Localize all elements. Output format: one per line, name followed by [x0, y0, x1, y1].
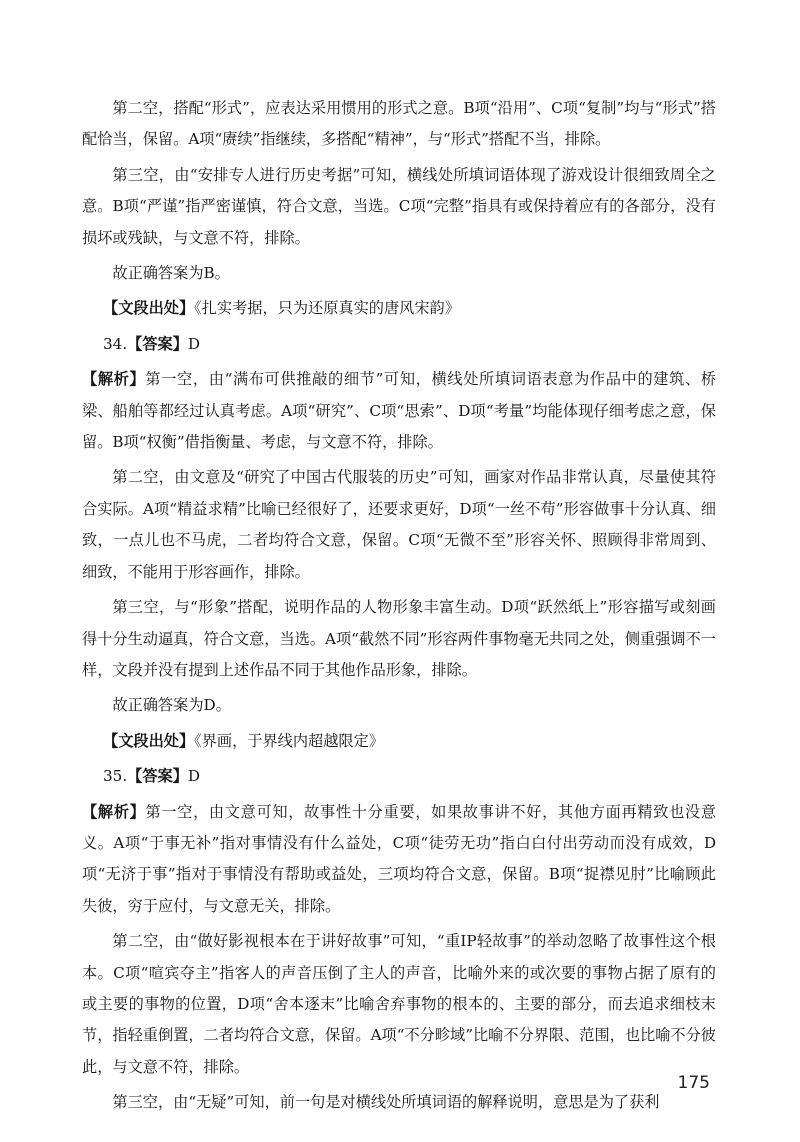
page-number: 175	[677, 1073, 710, 1093]
answer-value: D	[187, 767, 201, 786]
answer-heading	[82, 761, 716, 792]
analysis-text: 第一空，由文意可知，故事性十分重要，如果故事讲不好，其他方面再精致也没意义。A项“于事无补”指对事情没有什么益处，C项“徒劳无功”指白白付出劳动而没有成效，D项“无济于事”指对于事情没有帮助或益处，三项均符合文意，保留。B项“捉襟见肘”比喻顾此失彼，穷于应付，与文意无关，排除。	[82, 802, 717, 915]
paragraph: 第二空，由“做好影视根本在于讲好故事”可知，“重IP轻故事”的举动忽略了故事性这个根本。C项“喧宾夺主”指客人的声音压倒了主人的声音，比喻外来的或次要的事物占据了原有的或主要的事物的位置，D项“舍本逐末”比喻舍弃事物的根本的、主要的部分，而去追求细枝末节，指轻重倒置，二者均符合文意，保留。A项“不分畛域”比喻不分界限、范围，也比喻不分彼此，与文意不符，排除。	[82, 932, 716, 1076]
paragraph: 故正确答案为D。	[112, 696, 231, 715]
paragraph: 第二空，搭配“形式”，应表达采用惯用的形式之意。B项“沿用”、C项“复制”均与“形式”搭配恰当，保留。A项“赓续”指继续，多搭配“精神”，与“形式”搭配不当，排除。	[82, 99, 716, 149]
analysis-label: 【解析】	[82, 370, 146, 389]
source-citation	[82, 726, 716, 757]
paragraph: 第三空，与“形象”搭配，说明作品的人物形象丰富生动。D项“跃然纸上”形容描写或刻画得十分生动逼真，符合文意，当选。A项“截然不同”形容两件事物毫无共同之处，侧重强调不一样，文段并没有提到上述作品不同于其他作品形象，排除。	[82, 598, 716, 679]
paragraph: 故正确答案为B。	[112, 264, 230, 283]
analysis-text: 第一空，由“满布可供推敲的细节”可知，横线处所填词语表意为作品中的建筑、桥梁、船舶等都经过认真考虑。A项“研究”、C项“思索”、D项“考量”均能体现仔细考虑之意，保留。B项“权衡”借指衡量、考虑，与文意不符，排除。	[82, 370, 717, 452]
analysis-paragraph	[82, 797, 716, 923]
answer-heading	[82, 329, 716, 360]
analysis-paragraph	[82, 364, 716, 458]
source-citation	[82, 293, 716, 324]
source-title: 《界画，于界线内超越限定》	[194, 731, 384, 750]
answer-value: D	[187, 334, 201, 353]
answer-label: 【答案】	[127, 334, 188, 353]
question-number: 35.	[103, 767, 128, 786]
answer-label: 【答案】	[127, 767, 188, 786]
question-number: 34.	[103, 334, 128, 353]
paragraph: 第三空，由“安排专人进行历史考据”可知，横线处所填词语体现了游戏设计很细致周全之意。B项“严谨”指严密谨慎，符合文意，当选。C项“完整”指具有或保持着应有的各部分，没有损坏或残缺，与文意不符，排除。	[82, 165, 716, 247]
source-label: 【文段出处】	[103, 731, 195, 750]
paragraph: 第二空，由文意及“研究了中国古代服装的历史”可知，画家对作品非常认真，尽量使其符合实际。A项“精益求精”比喻已经很好了，还要求更好，D项“一丝不苟”形容做事十分认真、细致，一点儿也不马虎，二者均符合文意，保留。C项“无微不至”形容关怀、照顾得非常周到、细致，不能用于形容画作，排除。	[82, 468, 716, 581]
source-label: 【文段出处】	[103, 299, 195, 318]
analysis-label: 【解析】	[82, 802, 146, 821]
source-title: 《扎实考据，只为还原真实的唐风宋韵》	[194, 299, 460, 318]
paragraph: 第三空，由“无疑”可知，前一句是对横线处所填词语的解释说明，意思是为了获利	[112, 1093, 660, 1112]
page-body	[82, 93, 716, 1123]
